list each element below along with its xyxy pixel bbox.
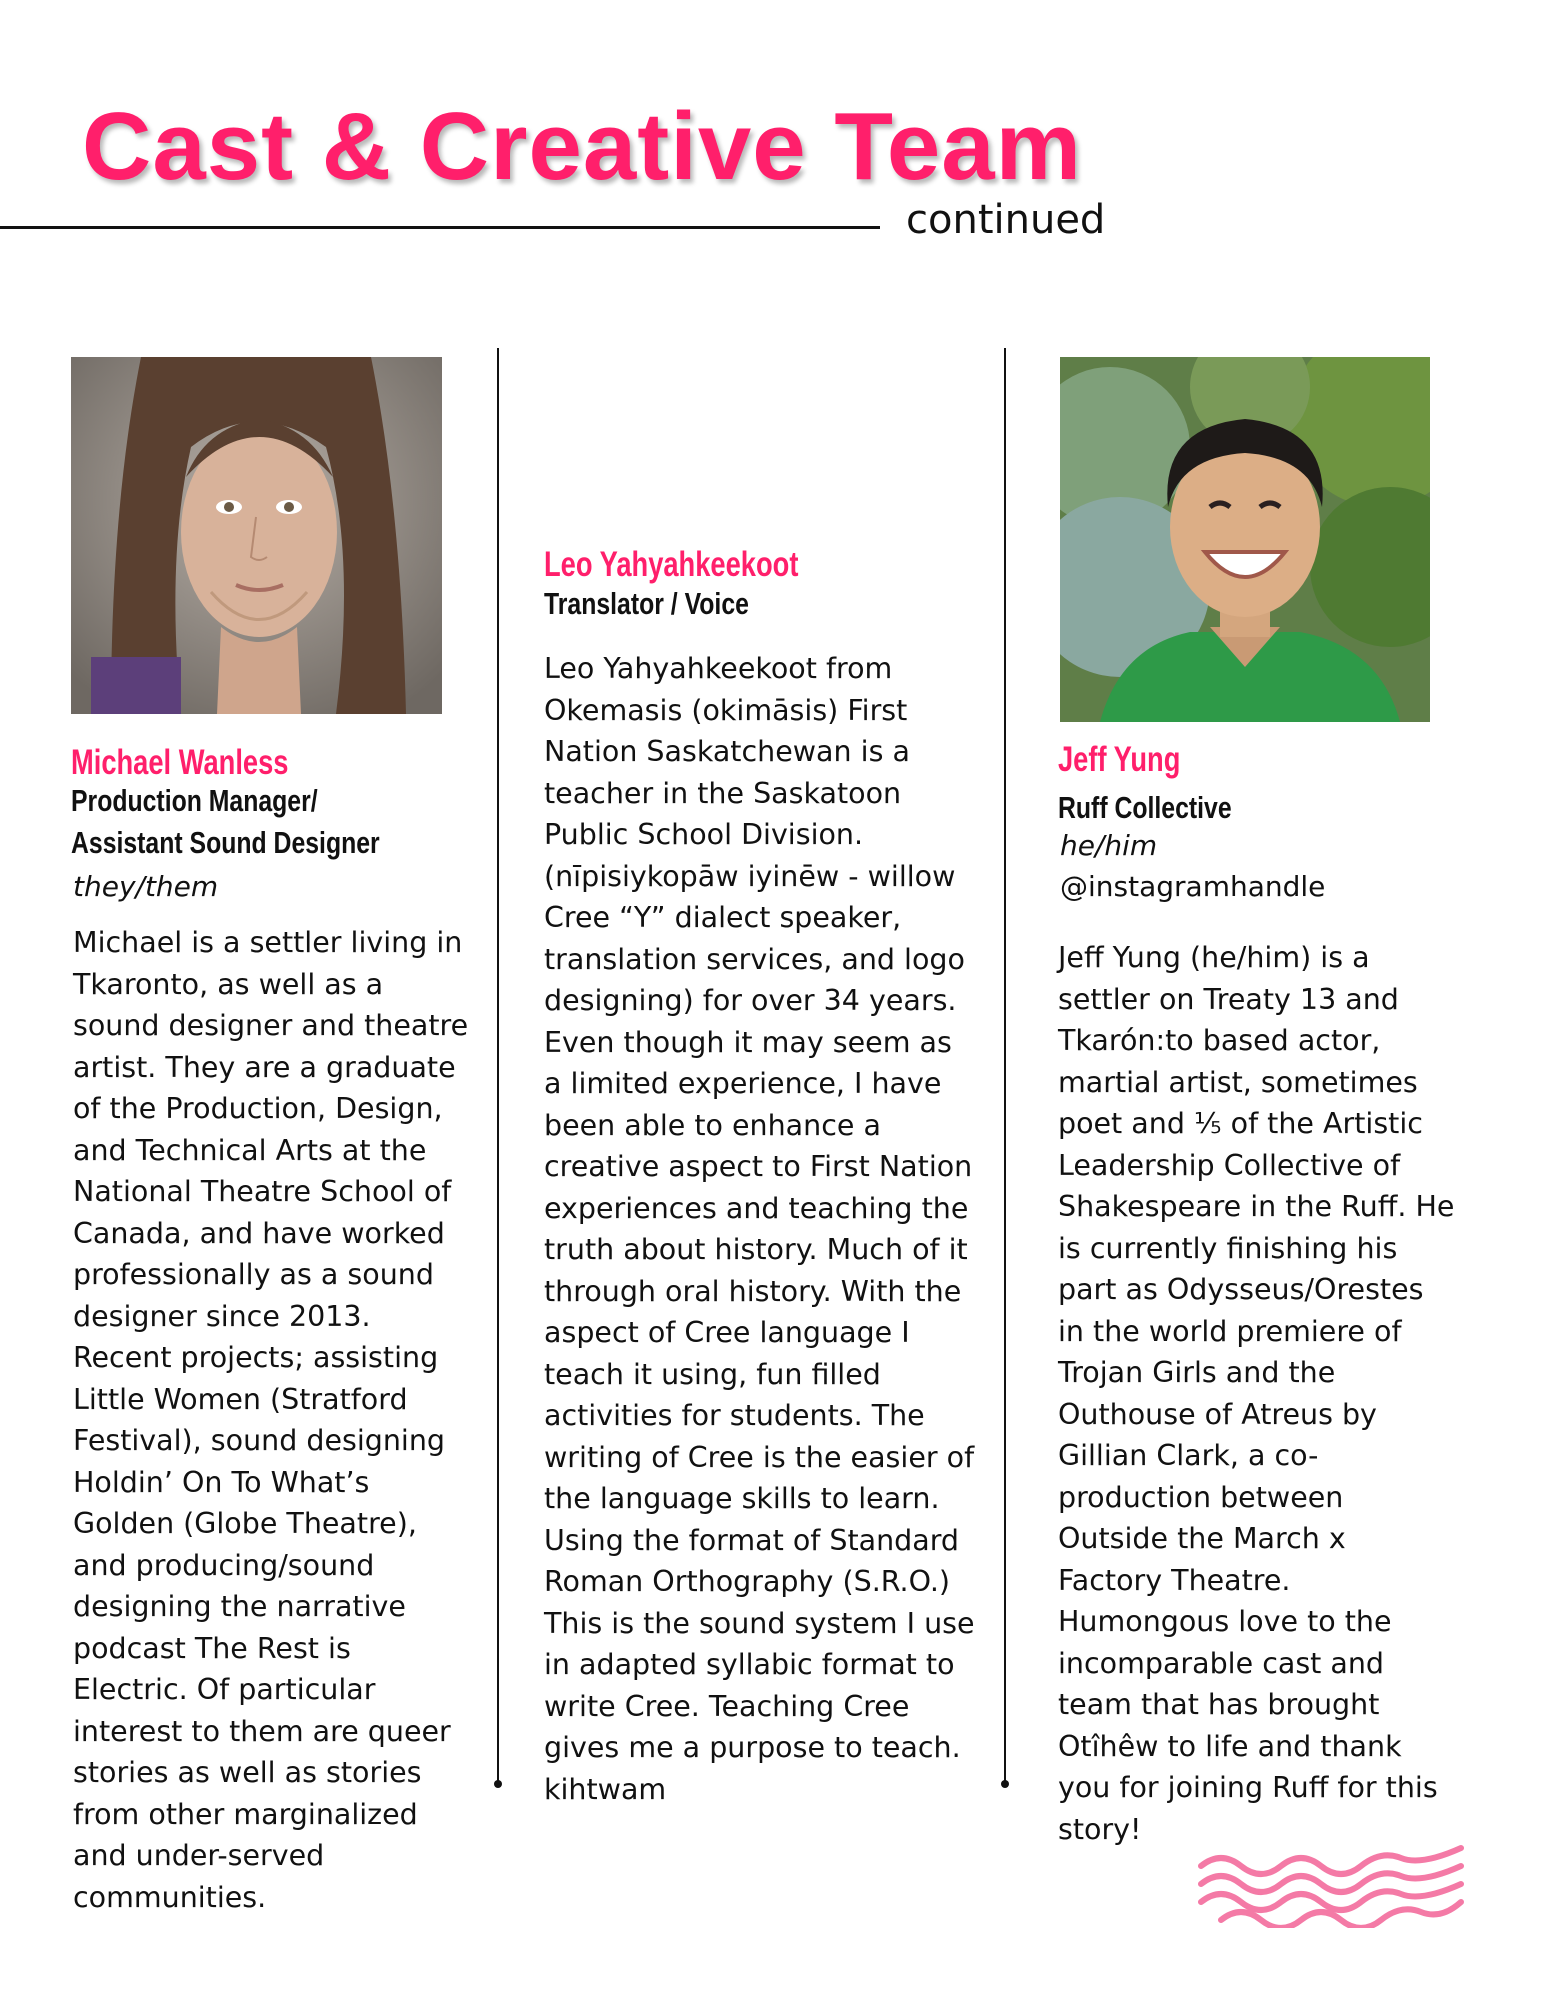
person-pronouns: he/him <box>1060 829 1158 862</box>
person-name: Jeff Yung <box>1058 740 1181 779</box>
person-pronouns: they/them <box>73 870 219 903</box>
person-role: Translator / Voice <box>544 586 749 621</box>
column-divider-left <box>497 348 499 1784</box>
jeff-yung-photo <box>1060 357 1430 722</box>
person-bio: Michael is a settler living in Tkaronto, as well as a sound designer and theatre artist. They are a graduate of the Production, Design, and Technical Arts at the National Theatre School of Canada, and have worked professionally as a sound designer since 2013. Recent projects; assisting Little Women (Stratford Festival), sound designing Holdin’ On To What’s Golden (Globe Theatre), and producing/sound designing the narrative podcast The Rest is Electric. Of particular interest to them are queer stories as well as stories from other marginalized and under-served communities. <box>73 926 469 1914</box>
column-divider-right <box>1004 348 1006 1784</box>
person-name: Leo Yahyahkeekoot <box>544 545 799 584</box>
person-name: Michael Wanless <box>71 743 289 782</box>
page-title: Cast & Creative Team <box>82 93 1082 200</box>
michael-wanless-photo <box>71 357 442 714</box>
person-role: Assistant Sound Designer <box>71 825 380 860</box>
person-bio: Jeff Yung (he/him) is a settler on Treaty 13 and Tkarón:to based actor, martial artist, sometimes poet and ⅕ of the Artistic Leadership Collective of Shakespeare in the Ruff. He is currently finishing his part as Odysseus/Orestes in the world premiere of Trojan Girls and the Outhouse of Atreus by Gillian Clark, a co-production between Outside the March x Factory Theatre. Humongous love to the incomparable cast and team that has brought Otîhêw to life and thank you for joining Ruff for this story! <box>1058 941 1455 1846</box>
person-role: Ruff Collective <box>1058 790 1232 825</box>
title-divider <box>0 226 880 229</box>
wave-decoration-icon <box>1196 1838 1466 1928</box>
person-role: Production Manager/ <box>71 783 318 818</box>
page-subtitle: continued <box>906 197 1106 243</box>
instagram-handle: @instagramhandle <box>1060 870 1326 903</box>
person-bio: Leo Yahyahkeekoot from Okemasis (okimāsis) First Nation Saskatchewan is a teacher in the Saskatoon Public School Division. (nīpisiykopāw iyinēw - willow Cree “Y” dialect speaker, translation services, and logo designing) for over 34 years. Even though it may seem as a limited experience, I have been able to enhance a creative aspect to First Nation experiences and teaching the truth about history. Much of it through oral history. With the aspect of Cree language I teach it using, fun filled activities for students. The writing of Cree is the easier of the language skills to learn. Using the format of Standard Roman Orthography (S.R.O.) This is the sound system I use in adapted syllabic format to write Cree. Teaching Cree gives me a purpose to teach. kihtwam <box>544 652 975 1806</box>
